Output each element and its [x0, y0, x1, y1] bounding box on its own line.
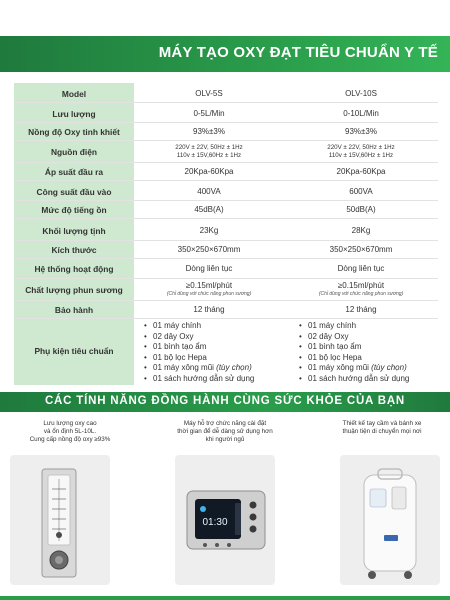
table-row	[14, 301, 438, 319]
features-banner	[0, 392, 450, 412]
list-item: • 01 sách hướng dẫn sử dụng	[299, 373, 410, 383]
model-a-value: 0-5L/Min	[193, 109, 225, 118]
optional-tag: (tùy chọn)	[371, 363, 407, 373]
flow-meter-image	[10, 455, 110, 585]
concentrator-card	[340, 455, 440, 585]
row-label: Nguồn điện	[50, 147, 98, 157]
model-a-value	[134, 281, 284, 297]
model-a-value: 12 tháng	[193, 305, 225, 314]
mist-value: ≥0.15ml/phút	[337, 281, 385, 290]
table-row	[14, 181, 438, 201]
row-label: Áp suất đầu ra	[44, 167, 104, 177]
table-row-accessories	[14, 319, 438, 385]
row-label: Công suất đầu vào	[36, 187, 112, 197]
list-item: • 01 máy xông mũi (tùy chọn)	[144, 363, 252, 373]
mist-value: ≥0.15ml/phút	[185, 281, 233, 290]
row-label: Hệ thống hoạt động	[34, 264, 114, 274]
model-b-value: 12 tháng	[345, 305, 377, 314]
power-line-2: 110v ± 15V,60Hz ± 1Hz	[328, 152, 394, 159]
row-label: Kích thước	[51, 245, 97, 255]
model-b-value: 20Kpa-60Kpa	[336, 167, 386, 176]
list-item: • 01 sách hướng dẫn sử dụng	[144, 373, 255, 383]
model-a-value: 350×250×670mm	[177, 245, 241, 254]
accessories-list-a	[144, 321, 254, 385]
table-row	[14, 123, 438, 141]
row-label: Lưu lượng	[52, 109, 96, 119]
mist-note: (Chỉ dùng với chức năng phun sương)	[166, 291, 252, 297]
model-a-value: 20Kpa-60Kpa	[184, 167, 234, 176]
row-label: Mức độ tiếng ồn	[41, 205, 107, 215]
row-label: Bảo hành	[54, 305, 94, 315]
model-b-value: OLV-10S	[345, 89, 377, 98]
control-panel-card	[175, 455, 275, 585]
model-b-value: 50dB(A)	[346, 205, 376, 214]
model-b-value	[286, 144, 436, 160]
row-label: Nồng độ Oxy tinh khiết	[28, 127, 120, 137]
row-label: Chất lượng phun sương	[25, 285, 123, 295]
model-a-value: OLV-5S	[195, 89, 223, 98]
model-a-value: Dòng liên tục	[185, 264, 233, 273]
row-label: Phụ kiện tiêu chuẩn	[34, 346, 114, 356]
model-b-value	[286, 281, 436, 297]
table-row	[14, 83, 438, 103]
table-row	[14, 103, 438, 123]
feature-caption-2: Máy hỗ trợ chức năng cài đặt thời gian để dễ dàng sử dụng hơn khi người ngủ	[177, 420, 273, 443]
model-a-value: 45dB(A)	[194, 205, 224, 214]
list-item: • 01 bộ lọc Hepa	[144, 352, 207, 362]
model-b-value: Dòng liên tục	[337, 264, 385, 273]
list-item: • 01 máy chính	[299, 321, 357, 330]
table-row	[14, 259, 438, 279]
table-row	[14, 141, 438, 163]
model-a-value: 400VA	[197, 187, 221, 196]
list-item: • 01 bình tạo ẩm	[144, 342, 207, 352]
optional-tag: (tùy chọn)	[216, 363, 252, 373]
list-item: • 02 dây Oxy	[299, 331, 349, 341]
model-b-value: 93%±3%	[345, 127, 377, 136]
list-item: • 01 bình tạo ẩm	[299, 342, 362, 352]
top-whitespace	[0, 0, 450, 36]
list-item: • 01 máy chính	[144, 321, 202, 330]
power-line-1: 220V ± 22V, 50Hz ± 1Hz	[327, 144, 395, 151]
model-b-value: 0-10L/Min	[343, 109, 379, 118]
model-a-value: 23Kg	[199, 226, 219, 235]
page-title: MÁY TẠO OXY ĐẠT TIÊU CHUẨN Y TẾ	[158, 44, 438, 61]
header-banner	[0, 36, 450, 72]
control-panel-image	[175, 455, 275, 585]
list-item: • 02 dây Oxy	[144, 331, 194, 341]
accessories-list-b	[299, 321, 409, 385]
power-line-2: 110v ± 15V,60Hz ± 1Hz	[176, 152, 242, 159]
table-row	[14, 163, 438, 181]
row-label: Khối lượng tịnh	[42, 226, 106, 236]
mist-note: (Chỉ dùng với chức năng phun sương)	[318, 291, 404, 297]
panel-display: 01:30	[202, 517, 228, 528]
feature-caption-1: Lưu lượng oxy cao và ổn định 5L-10L. Cung cấp nồng độ oxy ≥93%	[29, 420, 111, 443]
model-b-value: 600VA	[349, 187, 373, 196]
concentrator-image	[340, 455, 440, 585]
model-a-value	[134, 144, 284, 160]
flow-meter-card	[10, 455, 110, 585]
model-b-value: 350×250×670mm	[329, 245, 393, 254]
features-title: CÁC TÍNH NĂNG ĐỒNG HÀNH CÙNG SỨC KHỎE CỦA BẠN	[44, 395, 406, 407]
model-a-value: 93%±3%	[193, 127, 225, 136]
table-row	[14, 219, 438, 241]
power-line-1: 220V ± 22V, 50Hz ± 1Hz	[175, 144, 243, 151]
table-row	[14, 241, 438, 259]
list-item: • 01 bộ lọc Hepa	[299, 352, 362, 362]
table-row	[14, 279, 438, 301]
footer-bar	[0, 596, 450, 600]
table-row	[14, 201, 438, 219]
row-label: Model	[61, 89, 87, 99]
feature-caption-3: Thiết kế tay cầm và bánh xe thuận tiện di chuyển mọi nơi	[342, 420, 422, 435]
model-b-value: 28Kg	[351, 226, 371, 235]
list-item: • 01 máy xông mũi (tùy chọn)	[299, 363, 407, 373]
